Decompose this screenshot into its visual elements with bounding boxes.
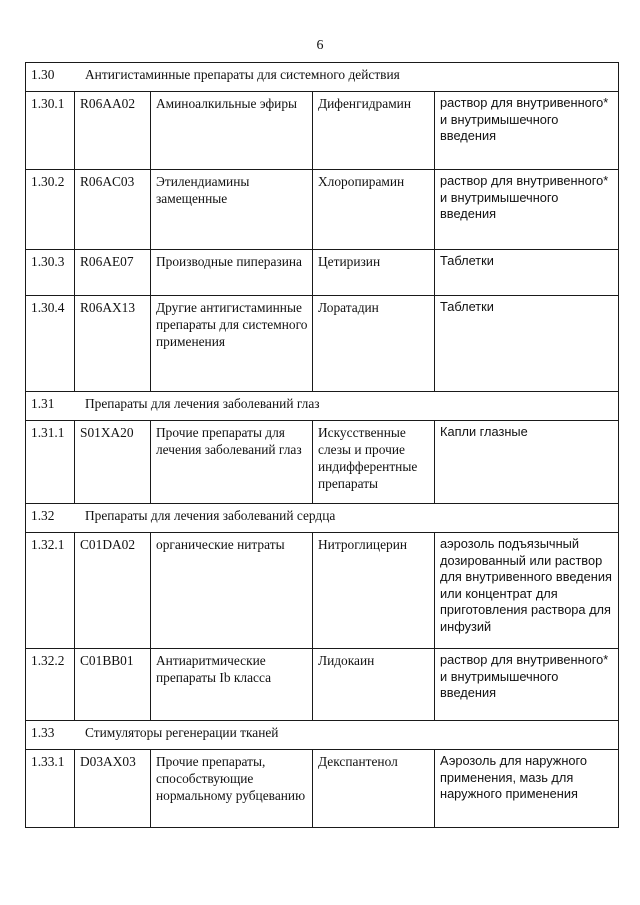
atc-code-cell: R06AA02: [75, 92, 151, 170]
drug-name-cell: Цетиризин: [313, 250, 435, 296]
dosage-form-cell: Таблетки: [435, 296, 619, 392]
group-code: 1.32: [31, 508, 55, 523]
group-header-row: [26, 504, 619, 533]
pharm-group-cell: Другие антигистаминные препараты для системного применения: [151, 296, 313, 392]
drug-table: [25, 62, 619, 828]
dosage-form-cell: раствор для внутривенного* и внутримышечного введения: [435, 170, 619, 250]
group-title: Стимуляторы регенерации тканей: [85, 725, 279, 740]
group-header-row: [26, 63, 619, 92]
atc-code-cell: D03AX03: [75, 750, 151, 828]
drug-name-cell: Хлоропирамин: [313, 170, 435, 250]
pharm-group-cell: Аминоалкильные эфиры: [151, 92, 313, 170]
dosage-form-cell: раствор для внутривенного* и внутримышечного введения: [435, 649, 619, 721]
drug-name-cell: Дифенгидрамин: [313, 92, 435, 170]
atc-code-cell: C01BB01: [75, 649, 151, 721]
drug-name-cell: Искусственные слезы и прочие индифферентные препараты: [313, 421, 435, 504]
pharm-group-cell: Антиаритмические препараты Ib класса: [151, 649, 313, 721]
group-title: Препараты для лечения заболеваний глаз: [85, 396, 320, 411]
row-number-cell: 1.32.2: [26, 649, 75, 721]
atc-code-cell: R06AX13: [75, 296, 151, 392]
group-code: 1.33: [31, 725, 55, 740]
table-row: [26, 170, 619, 250]
group-header-cell: [26, 721, 619, 750]
group-code: 1.30: [31, 67, 55, 82]
group-header-row: [26, 721, 619, 750]
atc-code-cell: R06AE07: [75, 250, 151, 296]
dosage-form-cell: раствор для внутривенного* и внутримышечного введения: [435, 92, 619, 170]
table-row: [26, 250, 619, 296]
table-row: [26, 421, 619, 504]
atc-code-cell: C01DA02: [75, 533, 151, 649]
group-header-cell: [26, 504, 619, 533]
row-number-cell: 1.30.2: [26, 170, 75, 250]
table-row: [26, 533, 619, 649]
row-number-cell: 1.31.1: [26, 421, 75, 504]
drug-name-cell: Нитроглицерин: [313, 533, 435, 649]
row-number-cell: 1.30.1: [26, 92, 75, 170]
row-number-cell: 1.33.1: [26, 750, 75, 828]
table-row: [26, 92, 619, 170]
group-header-cell: [26, 63, 619, 92]
dosage-form-cell: Аэрозоль для наружного применения, мазь для наружного применения: [435, 750, 619, 828]
pharm-group-cell: Этилендиамины замещенные: [151, 170, 313, 250]
pharm-group-cell: органические нитраты: [151, 533, 313, 649]
group-title: Препараты для лечения заболеваний сердца: [85, 508, 336, 523]
row-number-cell: 1.32.1: [26, 533, 75, 649]
row-number-cell: 1.30.3: [26, 250, 75, 296]
pharm-group-cell: Прочие препараты для лечения заболеваний глаз: [151, 421, 313, 504]
pharm-group-cell: Производные пиперазина: [151, 250, 313, 296]
row-number-cell: 1.30.4: [26, 296, 75, 392]
dosage-form-cell: Капли глазные: [435, 421, 619, 504]
dosage-form-cell: аэрозоль подъязычный дозированный или раствор для внутривенного введения или концентрат для приготовления раствора для инфузий: [435, 533, 619, 649]
drug-name-cell: Лидокаин: [313, 649, 435, 721]
group-header-cell: [26, 392, 619, 421]
group-code: 1.31: [31, 396, 55, 411]
drug-name-cell: Лоратадин: [313, 296, 435, 392]
atc-code-cell: S01XA20: [75, 421, 151, 504]
pharm-group-cell: Прочие препараты, способствующие нормальному рубцеванию: [151, 750, 313, 828]
group-header-row: [26, 392, 619, 421]
page-number: 6: [316, 38, 324, 53]
group-title: Антигистаминные препараты для системного действия: [85, 67, 400, 82]
table-row: [26, 296, 619, 392]
table-row: [26, 750, 619, 828]
drug-name-cell: Декспантенол: [313, 750, 435, 828]
atc-code-cell: R06AC03: [75, 170, 151, 250]
table-body: [26, 63, 619, 828]
dosage-form-cell: Таблетки: [435, 250, 619, 296]
table-row: [26, 649, 619, 721]
